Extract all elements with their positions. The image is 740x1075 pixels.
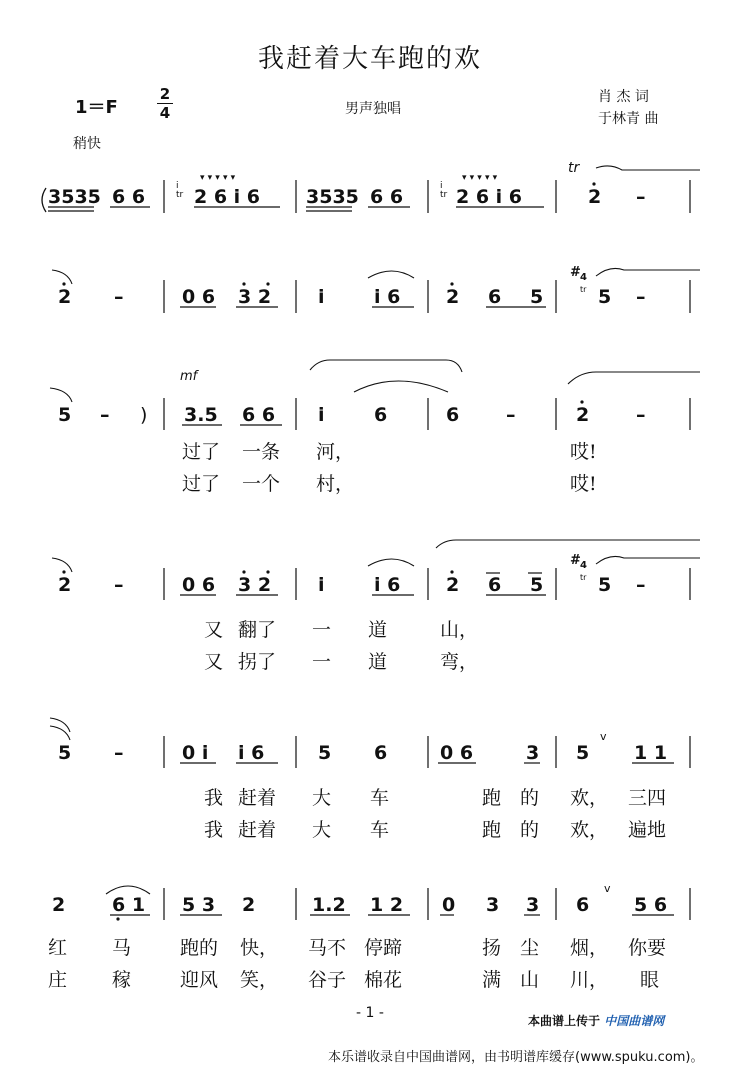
svg-text:弯，: 弯， [440, 651, 479, 673]
svg-text:快，: 快， [240, 937, 279, 959]
svg-text:0 i: 0 i [182, 742, 209, 764]
svg-text:跑的: 跑的 [180, 937, 219, 959]
svg-text:迎风: 迎风 [180, 969, 219, 991]
svg-text:i 6: i 6 [374, 574, 401, 596]
svg-text:6: 6 [446, 404, 460, 426]
svg-text:稼: 稼 [112, 969, 132, 991]
dynamic-mark: mf [180, 369, 198, 384]
svg-text:2: 2 [446, 574, 460, 596]
svg-text:一条: 一条 [242, 441, 281, 463]
trill-mark: tr [568, 160, 580, 176]
svg-text:6: 6 [374, 742, 388, 764]
svg-text:车: 车 [370, 819, 390, 841]
page-number: - 1 - [356, 1005, 384, 1021]
svg-text:i: i [318, 286, 325, 308]
svg-text:–: – [114, 286, 124, 308]
svg-text:5 6: 5 6 [634, 894, 668, 916]
svg-text:–: – [114, 574, 124, 596]
svg-text:5: 5 [530, 286, 544, 308]
svg-text:i: i [176, 181, 179, 191]
svg-text:满: 满 [482, 969, 502, 991]
svg-text:欢，: 欢， [570, 787, 609, 809]
svg-text:大: 大 [312, 787, 332, 809]
svg-text:5: 5 [58, 404, 72, 426]
svg-text:v: v [600, 730, 607, 743]
svg-text:拐了: 拐了 [238, 651, 277, 673]
svg-text:5 3: 5 3 [182, 894, 216, 916]
svg-text:2: 2 [58, 574, 72, 596]
svg-text:3: 3 [526, 894, 540, 916]
svg-text:–: – [636, 574, 646, 596]
svg-text:眼: 眼 [640, 969, 660, 991]
svg-text:2: 2 [58, 286, 72, 308]
tempo-marking: 稍快 [73, 136, 101, 152]
svg-text:): ) [140, 404, 148, 426]
svg-text:5: 5 [598, 286, 612, 308]
score-row-1 [42, 160, 700, 213]
svg-text:红: 红 [48, 937, 68, 959]
svg-text:你要: 你要 [628, 937, 667, 959]
svg-text:2: 2 [242, 894, 256, 916]
svg-text:我: 我 [204, 787, 224, 809]
svg-text:0 6: 0 6 [440, 742, 474, 764]
svg-text:山: 山 [520, 969, 540, 991]
svg-text:哎!: 哎! [570, 473, 597, 495]
svg-text:3: 3 [526, 742, 540, 764]
svg-text:扬: 扬 [482, 937, 502, 959]
svg-text:5: 5 [58, 742, 72, 764]
composer-credit: 于林青 曲 [598, 111, 659, 127]
svg-text:2: 2 [576, 404, 590, 426]
lyricist-credit: 肖 杰 词 [598, 89, 649, 105]
svg-text:5: 5 [318, 742, 332, 764]
svg-text:–: – [100, 404, 110, 426]
svg-text:马: 马 [112, 937, 132, 959]
svg-text:i 6: i 6 [374, 286, 401, 308]
svg-text:停蹄: 停蹄 [364, 937, 403, 959]
svg-text:2: 2 [52, 894, 66, 916]
svg-text:0 6: 0 6 [182, 574, 216, 596]
score-row-6 [52, 882, 690, 921]
svg-text:3: 3 [486, 894, 500, 916]
svg-text:5: 5 [598, 574, 612, 596]
svg-text:遍地: 遍地 [628, 819, 667, 841]
svg-text:tr: tr [580, 285, 587, 294]
svg-text:3.5: 3.5 [184, 404, 218, 426]
svg-text:棉花: 棉花 [364, 969, 403, 991]
svg-text:6 1: 6 1 [112, 894, 146, 916]
time-numerator: 2 [159, 85, 171, 103]
site-logo[interactable]: 中国曲谱网 [604, 1014, 665, 1028]
svg-text:3 2: 3 2 [238, 286, 272, 308]
svg-text:大: 大 [312, 819, 332, 841]
svg-text:4: 4 [580, 272, 587, 283]
svg-text:河，: 河， [316, 441, 355, 463]
svg-text:0: 0 [442, 894, 456, 916]
svg-text:车: 车 [370, 787, 390, 809]
svg-text:赶着: 赶着 [238, 787, 277, 809]
svg-text:2: 2 [446, 286, 460, 308]
svg-text:又: 又 [204, 651, 224, 673]
svg-text:赶着: 赶着 [238, 819, 277, 841]
svg-text:一: 一 [312, 651, 332, 673]
song-title: 我赶着大车跑的欢 [257, 44, 482, 74]
notes-m3: 3535 [306, 186, 359, 208]
lyrics-row-5-verse-1 [204, 787, 666, 809]
time-denominator: 4 [159, 104, 171, 122]
svg-text:▾ ▾ ▾ ▾ ▾: ▾ ▾ ▾ ▾ ▾ [200, 173, 236, 183]
svg-text:6: 6 [374, 404, 388, 426]
svg-text:庄: 庄 [48, 969, 68, 991]
lyrics-row-3-verse-2 [182, 473, 597, 495]
svg-text:–: – [636, 404, 646, 426]
lyrics-row-4-verse-2 [204, 651, 478, 673]
svg-text:tr: tr [176, 190, 184, 200]
svg-text:道: 道 [368, 651, 388, 673]
svg-text:tr: tr [580, 573, 587, 582]
upload-credit [528, 1012, 664, 1029]
svg-text:尘: 尘 [520, 937, 540, 959]
svg-text:烟，: 烟， [570, 937, 609, 959]
svg-text:道: 道 [368, 619, 388, 641]
svg-text:一: 一 [312, 619, 332, 641]
svg-text:马不: 马不 [308, 937, 347, 959]
upload-label: 本曲谱上传于 [528, 1014, 601, 1028]
lyrics-row-6-verse-1 [48, 937, 666, 959]
svg-text:笑，: 笑， [240, 969, 279, 991]
svg-text:i: i [318, 574, 325, 596]
svg-text:的: 的 [520, 819, 540, 841]
svg-text:i: i [318, 404, 325, 426]
svg-text:3 2: 3 2 [238, 574, 272, 596]
svg-text:村，: 村， [316, 473, 355, 495]
svg-text:过了: 过了 [182, 441, 221, 463]
svg-text:1 1: 1 1 [634, 742, 668, 764]
svg-text:山，: 山， [440, 619, 479, 641]
svg-text:1 2: 1 2 [370, 894, 404, 916]
lyrics-row-6-verse-2 [48, 969, 659, 991]
notes-m2: 2 6 i 6 [194, 186, 261, 208]
svg-text:–: – [636, 286, 646, 308]
svg-text:翻了: 翻了 [238, 619, 277, 641]
svg-text:5: 5 [530, 574, 544, 596]
svg-text:一个: 一个 [242, 473, 281, 495]
svg-text:1.2: 1.2 [312, 894, 346, 916]
notes-m5: 2 [588, 186, 602, 208]
svg-text:又: 又 [204, 619, 224, 641]
svg-text:谷子: 谷子 [308, 969, 347, 991]
svg-text:–: – [114, 742, 124, 764]
notes-m3b: 6 6 [370, 186, 404, 208]
lyrics-row-3-verse-1 [182, 441, 597, 463]
lyrics-row-5-verse-2 [204, 819, 666, 841]
svg-text:#: # [570, 265, 581, 280]
lyrics-row-4-verse-1 [204, 619, 478, 641]
score-row-2 [52, 265, 700, 313]
svg-text:–: – [506, 404, 516, 426]
svg-text:tr: tr [440, 190, 448, 200]
svg-text:川，: 川， [570, 969, 609, 991]
svg-text:三四: 三四 [628, 787, 667, 809]
svg-text:i 6: i 6 [238, 742, 265, 764]
score-row-3 [50, 360, 700, 430]
svg-text:6: 6 [488, 574, 502, 596]
svg-text:跑: 跑 [482, 787, 502, 809]
source-note: 本乐谱收录自中国曲谱网，由书明谱库缓存(www.spuku.com)。 [328, 1050, 704, 1065]
svg-text:v: v [604, 882, 611, 895]
svg-text:i: i [440, 181, 443, 191]
svg-text:#: # [570, 553, 581, 568]
score-row-4 [52, 540, 700, 600]
svg-text:过了: 过了 [182, 473, 221, 495]
svg-text:0 6: 0 6 [182, 286, 216, 308]
svg-text:哎!: 哎! [570, 441, 597, 463]
svg-text:的: 的 [520, 787, 540, 809]
svg-text:5: 5 [576, 742, 590, 764]
svg-text:我: 我 [204, 819, 224, 841]
score-row-5 [50, 718, 690, 768]
key-signature: 1＝F [75, 97, 118, 118]
notes-m1: 3535 [48, 186, 101, 208]
svg-text:▾ ▾ ▾ ▾ ▾: ▾ ▾ ▾ ▾ ▾ [462, 173, 498, 183]
notes-m1b: 6 6 [112, 186, 146, 208]
svg-text:欢，: 欢， [570, 819, 609, 841]
svg-text:6 6: 6 6 [242, 404, 276, 426]
performance-form: 男声独唱 [345, 101, 401, 117]
svg-text:6: 6 [576, 894, 590, 916]
notes-m5b: – [636, 186, 646, 208]
svg-text:4: 4 [580, 560, 587, 571]
svg-text:跑: 跑 [482, 819, 502, 841]
notes-m4: 2 6 i 6 [456, 186, 523, 208]
svg-text:6: 6 [488, 286, 502, 308]
